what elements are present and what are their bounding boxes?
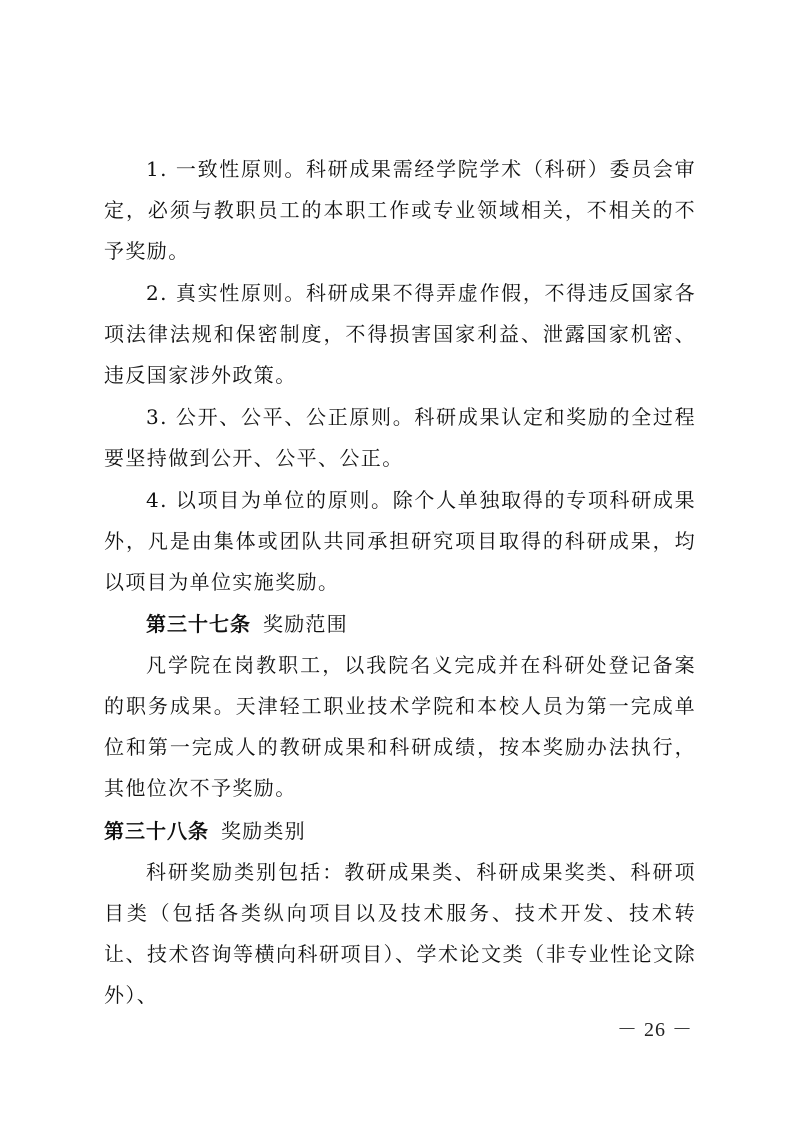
article-38-title: 奖励类别	[221, 819, 306, 843]
article-38-heading	[104, 811, 306, 852]
principle-project-unit-paragraph: 4. 以项目为单位的原则。除个人单独取得的专项科研成果外，凡是由集体或团队共同承担研究项目取得的科研成果，均以项目为单位实施奖励。	[104, 488, 696, 594]
reward-scope-paragraph: 凡学院在岗教职工，以我院名义完成并在科研处登记备案的职务成果。天津轻工职业技术学院和本校人员为第一完成单位和第一完成人的教研成果和科研成绩，按本奖励办法执行，其他位次不予奖励。	[104, 653, 696, 800]
page-number: － 26 －	[617, 1019, 693, 1041]
principle-consistency-paragraph: 1. 一致性原则。科研成果需经学院学术（科研）委员会审定，必须与教职员工的本职工作或专业领域相关，不相关的不予奖励。	[104, 157, 696, 263]
article-37-heading	[146, 604, 348, 645]
article-38-number: 第三十八条	[104, 819, 209, 843]
article-37-title: 奖励范围	[263, 612, 348, 636]
principle-authenticity-paragraph: 2. 真实性原则。科研成果不得弄虚作假，不得违反国家各项法律法规和保密制度，不得损害国家利益、泄露国家机密、违反国家涉外政策。	[104, 281, 696, 387]
article-37-number: 第三十七条	[146, 612, 251, 636]
principle-openness-paragraph: 3. 公开、公平、公正原则。科研成果认定和奖励的全过程要坚持做到公开、公平、公正。	[104, 405, 696, 470]
reward-category-paragraph: 科研奖励类别包括：教研成果类、科研成果奖类、科研项目类（包括各类纵向项目以及技术服务、技术开发、技术转让、技术咨询等横向科研项目）、学术论文类（非专业性论文除外）、	[104, 860, 696, 1007]
